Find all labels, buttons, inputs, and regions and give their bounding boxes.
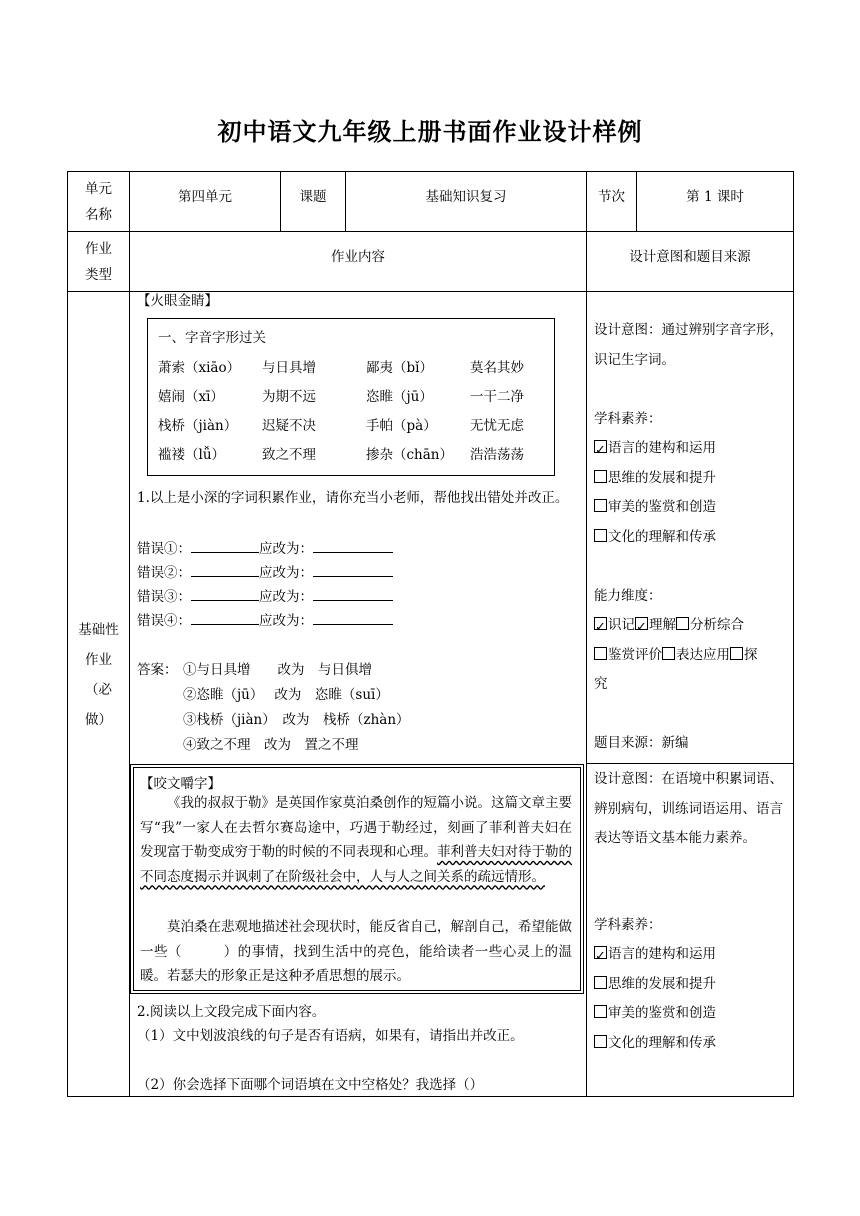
- answer-label: 答案：: [137, 662, 178, 678]
- literacy-label-2: 学科素养：: [594, 917, 662, 933]
- checkbox-checked-icon[interactable]: [594, 946, 607, 959]
- checkbox-icon[interactable]: [594, 976, 607, 989]
- word-item: 无忧无虑: [470, 418, 524, 434]
- word-item: 恣睢（jū）: [366, 389, 433, 405]
- question-2: 2.阅读以上文段完成下面内容。: [137, 1004, 326, 1020]
- ability-row: ✓识记✓ 理解 分析综合: [594, 611, 744, 641]
- answer-line: ①与日具增 改为 与日俱增: [183, 662, 372, 678]
- ability-row-wrap: 究: [594, 676, 608, 692]
- word-item: 浩浩荡荡: [470, 447, 524, 463]
- checkbox-icon[interactable]: [676, 617, 689, 630]
- checkbox-checked-icon[interactable]: [594, 617, 607, 630]
- ability-label: 能力维度：: [594, 588, 662, 604]
- literacy-item: 审美的鉴赏和创造: [594, 999, 716, 1029]
- word-item: 致之不理: [262, 447, 316, 463]
- literacy-item: 文化的理解和传承: [594, 1029, 716, 1059]
- part1-heading: 【火眼金睛】: [137, 293, 218, 309]
- error-row: 错误②： 应改为：: [137, 561, 393, 581]
- topic-value: 基础知识复习: [425, 189, 507, 205]
- answer-blank[interactable]: [313, 611, 393, 625]
- word-item: 栈桥（jiàn）: [158, 418, 238, 434]
- error-row: 错误④： 应改为：: [137, 609, 393, 629]
- period-value: 第 1 课时: [686, 189, 744, 205]
- word-item: 一干二净: [470, 389, 524, 405]
- answer-blank[interactable]: [313, 587, 393, 601]
- type-label: 作业 类型: [85, 240, 112, 283]
- literacy-item: 思维的发展和提升: [594, 464, 716, 494]
- design-intent-1: 设计意图：通过辨别字音字形，识记生字词。: [594, 322, 783, 368]
- part2-heading: 【咬文嚼字】: [140, 776, 221, 792]
- wavy-sentence: 菲利普夫妇对待于勒的不同态度揭示并讽刺了在阶级社会中，人与人之间关系的疏远情形。: [140, 844, 572, 885]
- answer-blank[interactable]: [191, 539, 259, 553]
- ability-row: 鉴赏评价 表达应用 探: [594, 641, 758, 671]
- question-1: 1.以上是小深的字词积累作业，请你充当小老师，帮他找出错处并改正。: [137, 490, 569, 506]
- answer-blank[interactable]: [191, 587, 259, 601]
- error-row: 错误①： 应改为：: [137, 537, 393, 557]
- checkbox-icon[interactable]: [594, 470, 607, 483]
- source-text: 题目来源：新编: [594, 735, 689, 751]
- content-label: 作业内容: [331, 249, 385, 265]
- checkbox-checked-icon[interactable]: [594, 440, 607, 453]
- word-item: 掺杂（chān）: [366, 447, 453, 463]
- literacy-item: ✓语言的建构和运用: [594, 434, 716, 464]
- answer-blank[interactable]: [191, 563, 259, 577]
- topic-label: 课题: [299, 189, 327, 205]
- answer-blank[interactable]: [313, 563, 393, 577]
- unit-value: 第四单元: [178, 189, 232, 205]
- answer-line: ③栈桥（jiàn） 改为 栈桥（zhàn）: [183, 712, 410, 728]
- section-label: 基础性 作业 （必 做）: [78, 622, 119, 728]
- literacy-item: 思维的发展和提升: [594, 970, 716, 1000]
- period-label: 节次: [598, 189, 625, 205]
- question-2-1: （1）文中划波浪线的句子是否有语病，如果有，请指出并改正。: [137, 1028, 524, 1044]
- answer-line: ④致之不理 改为 置之不理: [183, 737, 359, 753]
- checkbox-icon[interactable]: [594, 647, 607, 660]
- reading-paragraph-1: 《我的叔叔于勒》是英国作家莫泊桑创作的短篇小说。这篇文章主要写“我”一家人在去哲尔赛岛途中，巧遇于勒经过，刻画了菲利普夫妇在发现富于勒变成穷于勒的时候的不同表现和心理。菲利普夫妇对待于勒的不同态度揭示并讽刺了在阶级社会中，人与人之间关系的疏远情形。: [140, 795, 572, 885]
- word-item: 迟疑不决: [262, 418, 316, 434]
- checkbox-icon[interactable]: [594, 499, 607, 512]
- page-title: 初中语文九年级上册书面作业设计样例: [217, 118, 643, 146]
- word-item: 与日具增: [262, 360, 316, 376]
- unit-label: 单元 名称: [85, 180, 112, 223]
- intent-label: 设计意图和题目来源: [629, 249, 751, 265]
- word-item: 为期不远: [262, 389, 316, 405]
- answer-blank[interactable]: [191, 611, 259, 625]
- checkbox-checked-icon[interactable]: [635, 617, 648, 630]
- checkbox-icon[interactable]: [594, 529, 607, 542]
- literacy-item: 文化的理解和传承: [594, 523, 716, 553]
- question-2-2: （2）你会选择下面哪个词语填在文中空格处？我选择（）: [137, 1077, 484, 1093]
- word-item: 莫名其妙: [470, 360, 524, 376]
- error-row: 错误③： 应改为：: [137, 585, 393, 605]
- checkbox-icon[interactable]: [730, 647, 743, 660]
- checkbox-icon[interactable]: [662, 647, 675, 660]
- literacy-item: 审美的鉴赏和创造: [594, 493, 716, 523]
- answer-line: ②恣睢（jū） 改为 恣睢（suī）: [183, 687, 389, 703]
- word-box-title: 一、字音字形过关: [158, 330, 266, 346]
- checkbox-icon[interactable]: [594, 1035, 607, 1048]
- reading-paragraph-2: 莫泊桑在悲观地描述社会现状时，能反省自己，解剖自己，希望能做一些（ ）的事情，找到生活中的亮色，能给读者一些心灵上的温暖。若瑟夫的形象正是这种矛盾思想的展示。: [140, 919, 572, 984]
- literacy-label-1: 学科素养：: [594, 411, 662, 427]
- word-item: 萧索（xiāo）: [158, 360, 241, 376]
- answer-blank[interactable]: [313, 539, 393, 553]
- word-item: 手帕（pà）: [366, 418, 437, 434]
- word-item: 褴褛（lǚ）: [158, 447, 226, 463]
- word-item: 嬉闹（xī）: [158, 389, 224, 405]
- word-item: 鄙夷（bǐ）: [366, 360, 433, 376]
- design-intent-2: 设计意图：在语境中积累词语、辨别病句，训练词语运用、语言表达等语文基本能力素养。: [594, 771, 783, 846]
- checkbox-icon[interactable]: [594, 1005, 607, 1018]
- literacy-item: ✓语言的建构和运用: [594, 940, 716, 970]
